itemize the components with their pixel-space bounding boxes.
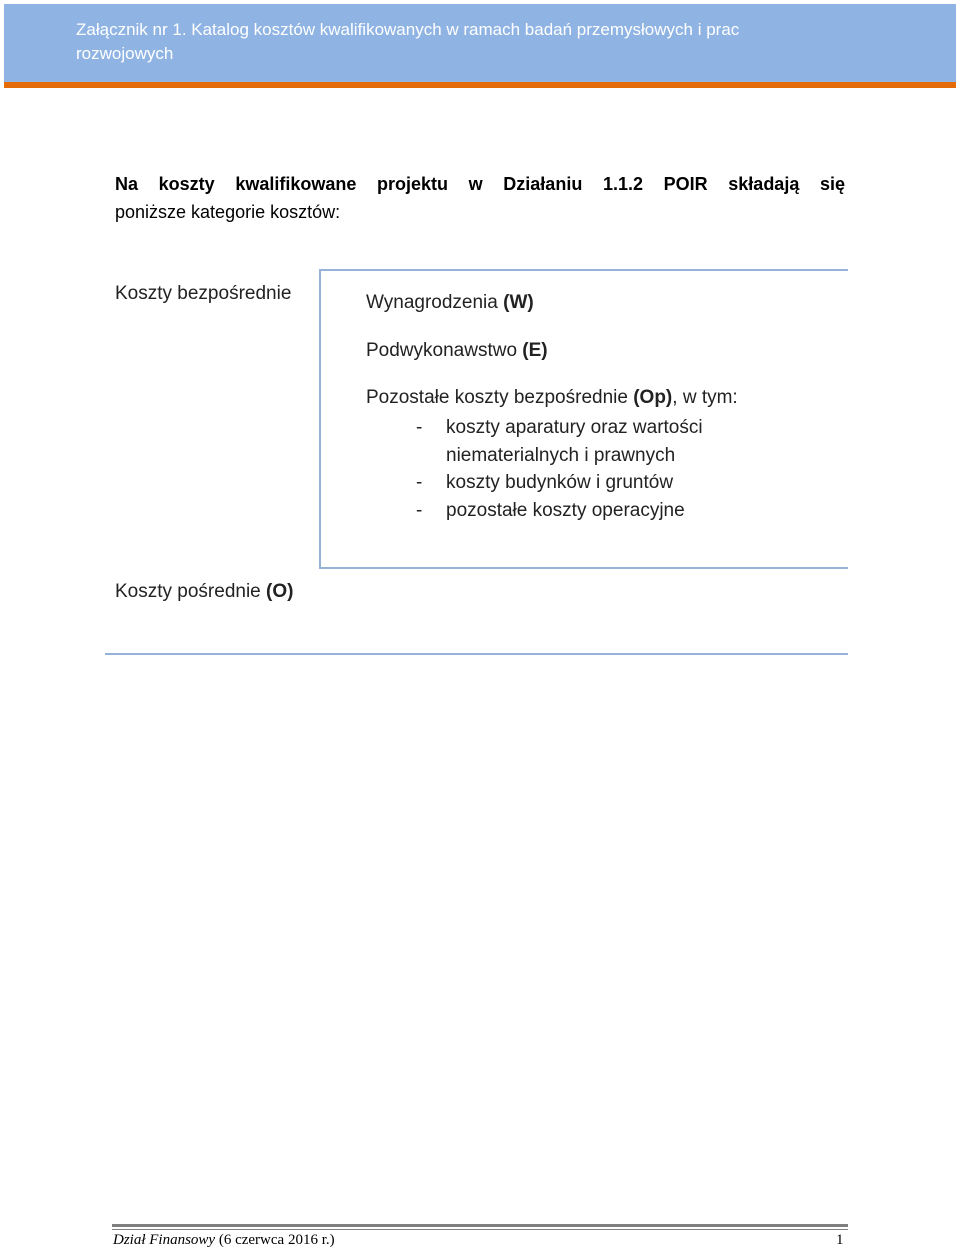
footer-rule-thin	[112, 1229, 848, 1230]
document-title: Załącznik nr 1. Katalog kosztów kwalifikowanych w ramach badań przemysłowych i prac rozwojowych	[76, 20, 740, 63]
list-item-text: pozostałe koszty operacyjne	[446, 499, 685, 521]
category-direct-costs: Koszty bezpośrednie	[115, 283, 292, 304]
item-subcontracting-code: (E)	[522, 340, 548, 361]
intro-paragraph	[115, 170, 845, 226]
list-item	[416, 414, 736, 469]
table-top-rule	[320, 269, 848, 271]
intro-line-1: Na koszty kwalifikowane projektu w Działaniu 1.1.2 POIR składają się	[115, 174, 845, 194]
item-other-suffix: , w tym:	[672, 387, 738, 408]
footer-department-name: Dział Finansowy	[113, 1232, 216, 1248]
list-item-text: koszty aparatury oraz wartości niematerialnych i prawnych	[446, 417, 703, 466]
list-item-text: koszty budynków i gruntów	[446, 472, 674, 493]
page-number: 1	[836, 1232, 844, 1248]
list-dash: -	[416, 499, 423, 521]
intro-line-2: poniższe kategorie kosztów:	[115, 202, 341, 222]
item-subcontracting	[366, 340, 548, 362]
item-wages-label: Wynagrodzenia	[366, 292, 504, 313]
table-column-divider	[319, 269, 321, 569]
list-dash: -	[416, 417, 423, 438]
item-other-code: (Op)	[633, 387, 673, 408]
item-other-direct	[366, 387, 738, 409]
table-bottom-rule	[105, 653, 848, 655]
item-wages	[366, 292, 534, 314]
footer-rule	[112, 1224, 848, 1227]
category-indirect-label: Koszty pośrednie	[115, 581, 267, 602]
list-item	[416, 469, 736, 497]
item-wages-code: (W)	[503, 292, 534, 313]
footer-department	[113, 1232, 335, 1249]
header-accent-rule	[4, 82, 956, 88]
table-middle-rule	[320, 567, 848, 569]
footer-date: (6 czerwca 2016 r.)	[215, 1232, 335, 1248]
list-dash: -	[416, 472, 423, 493]
item-other-label: Pozostałe koszty bezpośrednie	[366, 387, 634, 408]
other-direct-sub-list	[416, 414, 736, 524]
category-indirect-costs	[115, 581, 293, 603]
list-item	[416, 497, 736, 525]
item-subcontracting-label: Podwykonawstwo	[366, 340, 523, 361]
category-indirect-code: (O)	[266, 581, 294, 602]
